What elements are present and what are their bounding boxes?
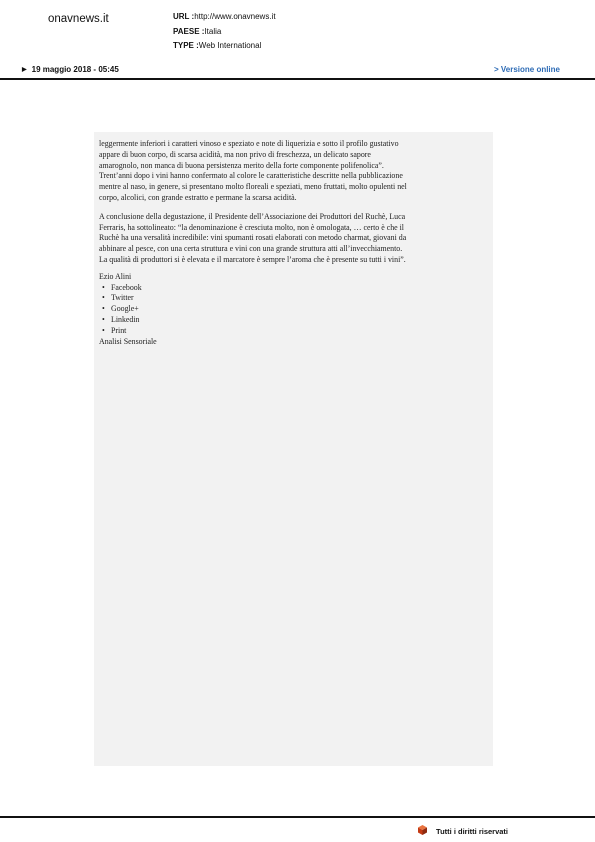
url-label: URL : [173, 12, 195, 21]
article-body [99, 139, 491, 347]
share-label: Print [111, 325, 127, 335]
share-label: Twitter [111, 293, 134, 303]
text-line: Ferraris, ha sottolineato: “la denominazione è cresciuta molto, non è omologata, … certo è che il [99, 222, 404, 232]
share-label: Google+ [111, 304, 139, 314]
text-line: leggermente inferiori i caratteri vinoso e speziato e note di liquerizia e sotto il profilo gustativo [99, 139, 399, 148]
header-divider [0, 78, 595, 80]
type-label: TYPE : [173, 41, 199, 50]
country-row [173, 25, 276, 40]
share-item-google-plus[interactable]: • Google+ [102, 304, 139, 314]
article-category: Analisi Sensoriale [99, 336, 157, 346]
type-row [173, 39, 276, 54]
rights-text: Tutti i diritti riservati [436, 826, 508, 836]
article-paragraph-2 [99, 212, 491, 266]
text-line: appare di buon corpo, di scarsa acidità, ma non privo di freschezza, un delicato sapore [99, 149, 371, 159]
text-line: abbinare al pesce, con una certa struttura e vini con una grande struttura atti all’invecchiamento. [99, 244, 403, 254]
country-label: PAESE : [173, 26, 205, 36]
share-item-linkedin[interactable]: • Linkedin [102, 314, 140, 324]
source-metadata [173, 10, 276, 54]
online-version-link[interactable]: > Versione online [493, 65, 560, 74]
text-line: corpo, alcolici, con grande estratto e permane la scarsa acidità. [99, 192, 297, 202]
share-label: Facebook [111, 282, 142, 292]
text-line: Trent’anni dopo i vini hanno confermato al colore le caratteristiche descritte nella pubblicazione [99, 171, 403, 181]
article-paragraph-1 [99, 139, 491, 204]
share-item-print[interactable]: • Print [102, 325, 127, 335]
share-item-twitter[interactable]: • Twitter [102, 293, 134, 303]
text-line: A conclusione della degustazione, il Presidente dell’Associazione dei Produttori del Ruchè, Luca [99, 211, 406, 221]
share-item-facebook[interactable]: • Facebook [102, 282, 142, 292]
text-line: amarognolo, non manca di buona persistenza merito della forte componente polifenolica”. [99, 160, 384, 170]
share-label: Linkedin [111, 314, 140, 324]
footer-divider [0, 816, 595, 818]
footer [418, 825, 508, 837]
site-name: onavnews.it [48, 13, 109, 25]
article-author: Ezio Alini [99, 271, 132, 281]
publication-date: 19 maggio 2018 - 05:45 [31, 65, 119, 74]
text-line: La qualità di produttori si è elevata e il marcatore è sempre l’aroma che è presente su tutti i vini”. [99, 254, 406, 264]
type-value: Web International [198, 41, 262, 50]
url-row [173, 10, 276, 25]
publication-date-row [22, 65, 119, 74]
country-value: Italia [204, 26, 222, 36]
triangle-right-icon: ▶ [22, 67, 27, 73]
cube-logo-icon [418, 825, 427, 837]
text-line: Ruchè ha una versalità incredibile: vini spumanti rosati elaborati con metodo charmat, giovani da [99, 233, 407, 243]
text-line: mentre al naso, in genere, si presentano molto floreali e speziati, meno fruttati, molto opulenti nel [99, 182, 407, 192]
share-list [99, 283, 491, 337]
url-value: http://www.onavnews.it [194, 12, 276, 21]
